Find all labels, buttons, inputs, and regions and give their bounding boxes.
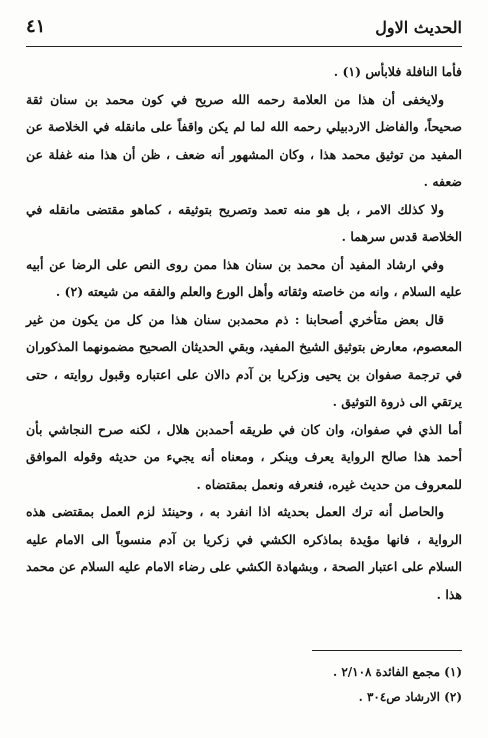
paragraph: ولا كذلك الامر ، بل هو منه تعمد وتصريح بتوثيقه ، كماهو مقتضى مانقله في الخلاصة قدس سرهما .	[26, 201, 462, 244]
header-divider	[26, 46, 462, 47]
paragraph: قال بعض متأخري أصحابنا : ذم محمدبن سنان هذا من كل من يكون من غير المعصوم، معارض بتوثيق الشيخ المفيد، وبقي الحديثان الصحيح مضمونهما المذكوران في ترجمة صفوان بن يحيى وزكريا بن آدم دالان على اعتباره وقبول روايته ، حتى يرتقي الى ذروة التوثيق .	[26, 311, 462, 409]
body-text	[26, 58, 462, 608]
footnote: (١) مجمع الفائدة ٢/١٠٨ .	[332, 665, 462, 679]
paragraph: فأما النافلة فلابأس (١) .	[333, 64, 462, 79]
footnotes	[26, 660, 462, 710]
page-number: ٤١	[26, 16, 46, 37]
page-header	[26, 10, 462, 46]
footnote-divider	[312, 650, 462, 651]
paragraph: وفي ارشاد المفيد أن محمد بن سنان هذا ممن روى النص على الرضا عن أبيه عليه السلام ، وانه من خاصته وثقاته وأهل الورع والعلم والفقه من شيعته (٢) .	[26, 256, 462, 299]
paragraph: والحاصل أنه ترك العمل بحديثه اذا انفرد به ، وحينئذ لزم العمل بمقتضى هذه الرواية ، فانها مؤيدة بماذكره الكشي في زكريا بن آدم منسوباً الى الامام عليه السلام على اعتبار الصحة ، وبشهادة الكشي على رضاء الامام عليه السلام عن محمد هذا .	[26, 504, 462, 602]
paragraph: ولايخفى أن هذا من العلامة رحمه الله صريح في كون محمد بن سنان ثقة صحيحاً، والفاضل الاردبيلي رحمه الله لما لم يكن واقفاً على مانقله في الخلاصة عن المفيد من توثيق محمد هذا ، وكان المشهور أنه ضعف ، ظن أن هذا منه غفلة عن ضعفه .	[26, 91, 462, 189]
paragraph: أما الذي في صفوان، وان كان في طريقه أحمدبن هلال ، لكنه صرح النجاشي بأن أحمد هذا صالح الرواية يعرف وينكر ، ومعناه أنه يجيء من حديثه وقوله الموافق للمعروف من حديث غيره، فنعرفه ونعمل بمقتضاه .	[26, 421, 462, 492]
running-title: الحديث الاول	[375, 18, 462, 37]
footnote: (٢) الارشاد ص٣٠٤ .	[358, 690, 462, 704]
